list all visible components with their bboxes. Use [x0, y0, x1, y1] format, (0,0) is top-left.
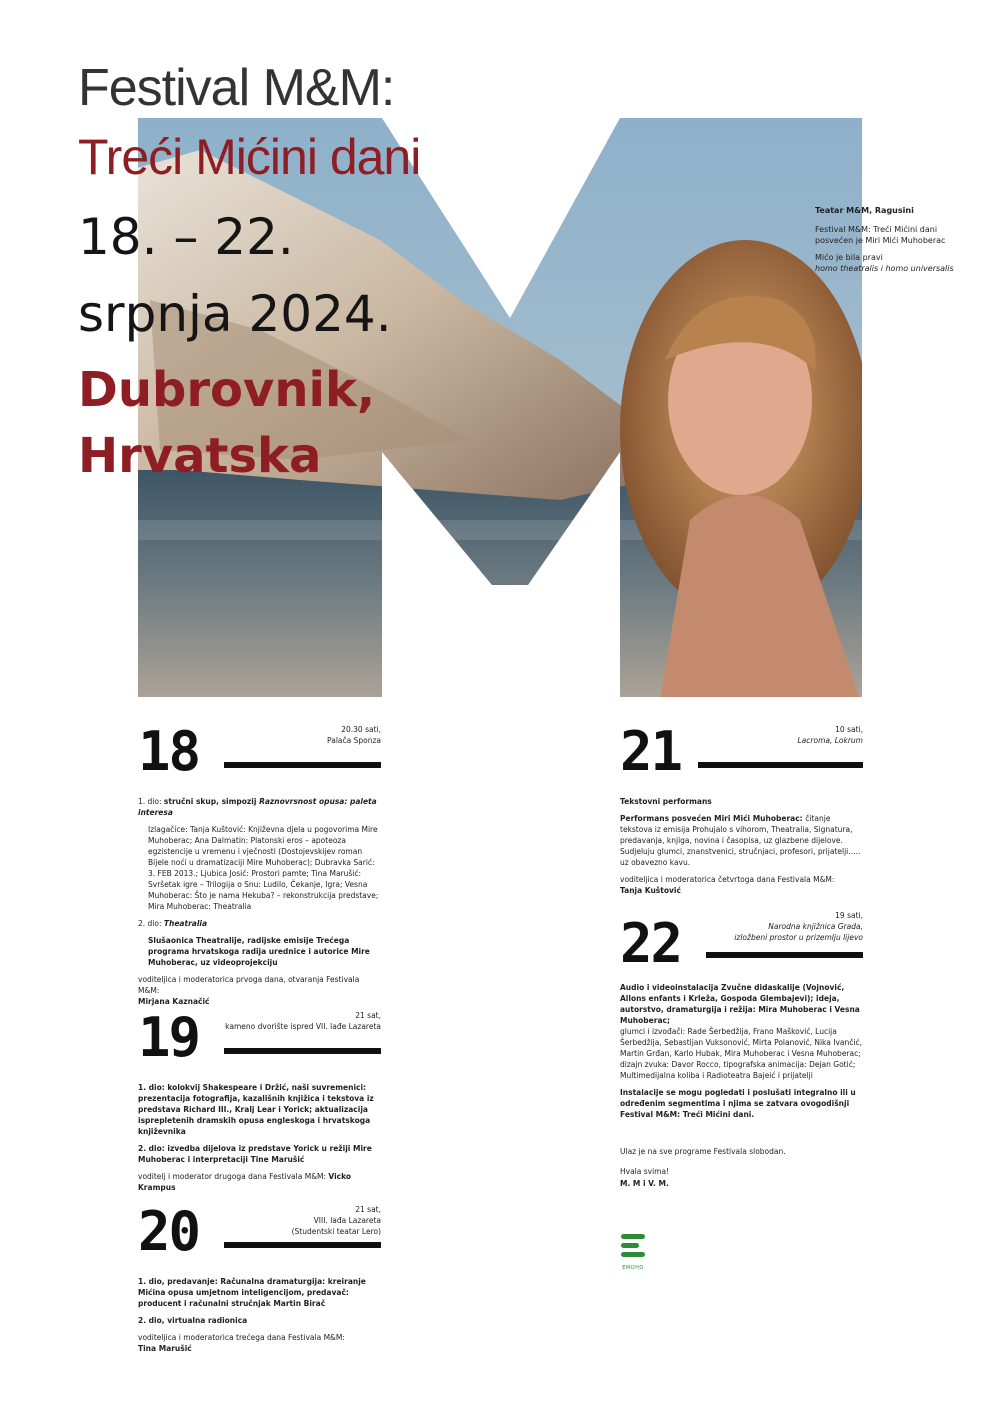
- program-title: Audio i videoinstalacija Zvučne didaskalije (Vojnović, Allons enfants i Krleža, Gospoda Glembajevi); ideja, autorstvo, dramaturgija i režija: Mira Muhoberac i Vesna Muhoberac;: [620, 983, 860, 1025]
- emoho-logo: [618, 1232, 648, 1271]
- day-number: 21: [620, 720, 682, 783]
- side-note-quote: Mićo je bila pravi homo theatralis i homo universalis: [815, 253, 954, 273]
- program-note: Instalacije se mogu pogledati i poslušati integralno ili u određenim segmentima i njima se zatvara ovogodišnji Festival M&M: Treći Mićini dani.: [620, 1088, 856, 1119]
- title-line-month: srpnja 2024.: [78, 285, 392, 343]
- program-host: voditeljica i moderatorica četvrtoga dana Festivala M&M: Tanja Kuštović: [620, 875, 835, 895]
- free-entry-note: Ulaz je na sve programe Festivala slobodan.: [620, 1147, 786, 1156]
- program-part-1: 1. dio, predavanje: Računalna dramaturgija: kreiranje Mićina opusa umjetnom inteligencijom, predavač: producent i računalni stručnjak Martin Birač: [138, 1277, 366, 1308]
- program-host: voditeljica i moderatorica trećega dana Festivala M&M: Tina Marušić: [138, 1333, 345, 1353]
- day-time-place: 19 sati, Narodna knjižnica Grada, izložbeni prostor u prizemlju lijevo: [734, 911, 863, 942]
- program-part-2: 2. dio: izvedba dijelova iz predstave Yorick u režiji Mire Muhoberac i interpretaciji Tine Marušić: [138, 1144, 372, 1164]
- program-day-21: [620, 720, 863, 902]
- festival-title: [78, 58, 420, 490]
- closing-note: [620, 1146, 863, 1198]
- side-note: [815, 205, 965, 280]
- day-rule: [224, 1242, 381, 1248]
- program-part-1: 1. dio: stručni skup, simpozij Raznovrsnost opusa: paleta interesa: [138, 797, 377, 817]
- program-day-19: [138, 1006, 381, 1199]
- day-rule: [706, 952, 863, 958]
- program-speakers: Izlagačice: Tanja Kuštović: Književna djela u pogovorima Mire Muhoberac; Ana Dalmatin: Platonski eros – apoteoza egzistencije u vremenu i vječnosti (Dostojevskijev roman Bijele noći u dramatizaciji Mire Muhoberac); Dubravka Sarić: 3. FEB 2013.; Ljubica Josić: Prostori pamte; Tina Marušić: Svršetak igre – Trilogija o Snu: Ludilo, Čekanje, Igra; Vesna Muhoberac: Što je nama Hekuba? – rekonstrukcija predstave; Mira Muhoberac: Theatralia: [148, 825, 379, 911]
- title-line-festival: Festival M&M:: [78, 59, 395, 117]
- program-day-20: [138, 1200, 381, 1360]
- title-line-city: Dubrovnik,: [78, 362, 376, 418]
- side-note-title: Teatar M&M, Ragusini: [815, 206, 914, 215]
- day-number: 19: [138, 1006, 200, 1069]
- day-number: 20: [138, 1200, 200, 1263]
- day-time-place: 21 sat, VIII. lađa Lazareta (Studentski teatar Lero): [291, 1205, 381, 1236]
- side-note-text: Festival M&M: Treći Mićini dani posvećen je Miri Mići Muhoberac: [815, 225, 946, 245]
- day-number: 18: [138, 720, 200, 783]
- program-part-2: 2. dio, virtualna radionica: [138, 1316, 248, 1325]
- program-part-2-desc: Slušaonica Theatralije, radijske emisije Trećega programa hrvatskoga radija urednice i autorice Mire Muhoberac, uz videoprojekciju: [148, 936, 370, 967]
- day-rule: [224, 1048, 381, 1054]
- program-host: voditeljica i moderatorica prvoga dana, otvaranja Festivala M&M: Mirjana Kaznačić: [138, 975, 360, 1006]
- day-time-place: 20.30 sati, Palača Sponza: [327, 725, 381, 745]
- day-rule: [698, 762, 863, 768]
- title-line-country: Hrvatska: [78, 428, 322, 484]
- program-title: Tekstovni performans: [620, 797, 712, 806]
- program-part-2: 2. dio: Theatralia: [138, 919, 208, 928]
- program-day-18: [138, 720, 381, 1013]
- emoho-logo-icon: [618, 1232, 648, 1260]
- program-desc: Performans posvećen Miri Mići Muhoberac: čitanje tekstova iz emisija Prohujalo s vihorom, Theatralia, Signatura, predavanja, knjiga, novina i časopisa, uz glazbene dijelove. Sudjeluju glumci, znanstvenici, stručnjaci, profesori, prijatelji….. uz obavezno kavu.: [620, 814, 861, 867]
- program-day-22: [620, 910, 863, 1126]
- day-rule: [224, 762, 381, 768]
- program-desc: glumci i izvođači: Rade Šerbedžija, Frano Mašković, Lucija Šerbedžija, Sebastijan Vuksonović, Mirta Polanović, Nika Ivančić, Martin Grđan, Karlo Hubak, Mira Muhoberac i Vesna Muhoberac; dizajn zvuka: Davor Rocco, tipografska animacija: Dejan Gotić; Multimedijalna koliba i Radioteatra Bajeić i prijatelji: [620, 1027, 862, 1080]
- title-line-subtitle: Treći Mićini dani: [78, 129, 421, 185]
- day-time-place: 10 sati, Lacroma, Lokrum: [797, 725, 863, 745]
- title-line-dates: 18. – 22.: [78, 208, 294, 266]
- day-number: 22: [620, 912, 682, 975]
- thanks-note: Hvala svima! M. M i V. M.: [620, 1167, 670, 1188]
- program-host: voditelj i moderator drugoga dana Festivala M&M: Vicko Krampus: [138, 1172, 352, 1192]
- program-part-1: 1. dio: kolokvij Shakespeare i Držić, naši suvremenici: prezentacija fotografija, kazališnih knjižica i tekstova iz predstava Richard III., Kralj Lear i Yorick; aktualizacija isprepletenih dramskih opusa engleskoga i hrvatskoga književnika: [138, 1083, 374, 1136]
- day-time-place: 21 sat, kameno dvorište ispred VII. lađe Lazareta: [225, 1011, 381, 1031]
- logo-label: EMOHO: [622, 1265, 644, 1271]
